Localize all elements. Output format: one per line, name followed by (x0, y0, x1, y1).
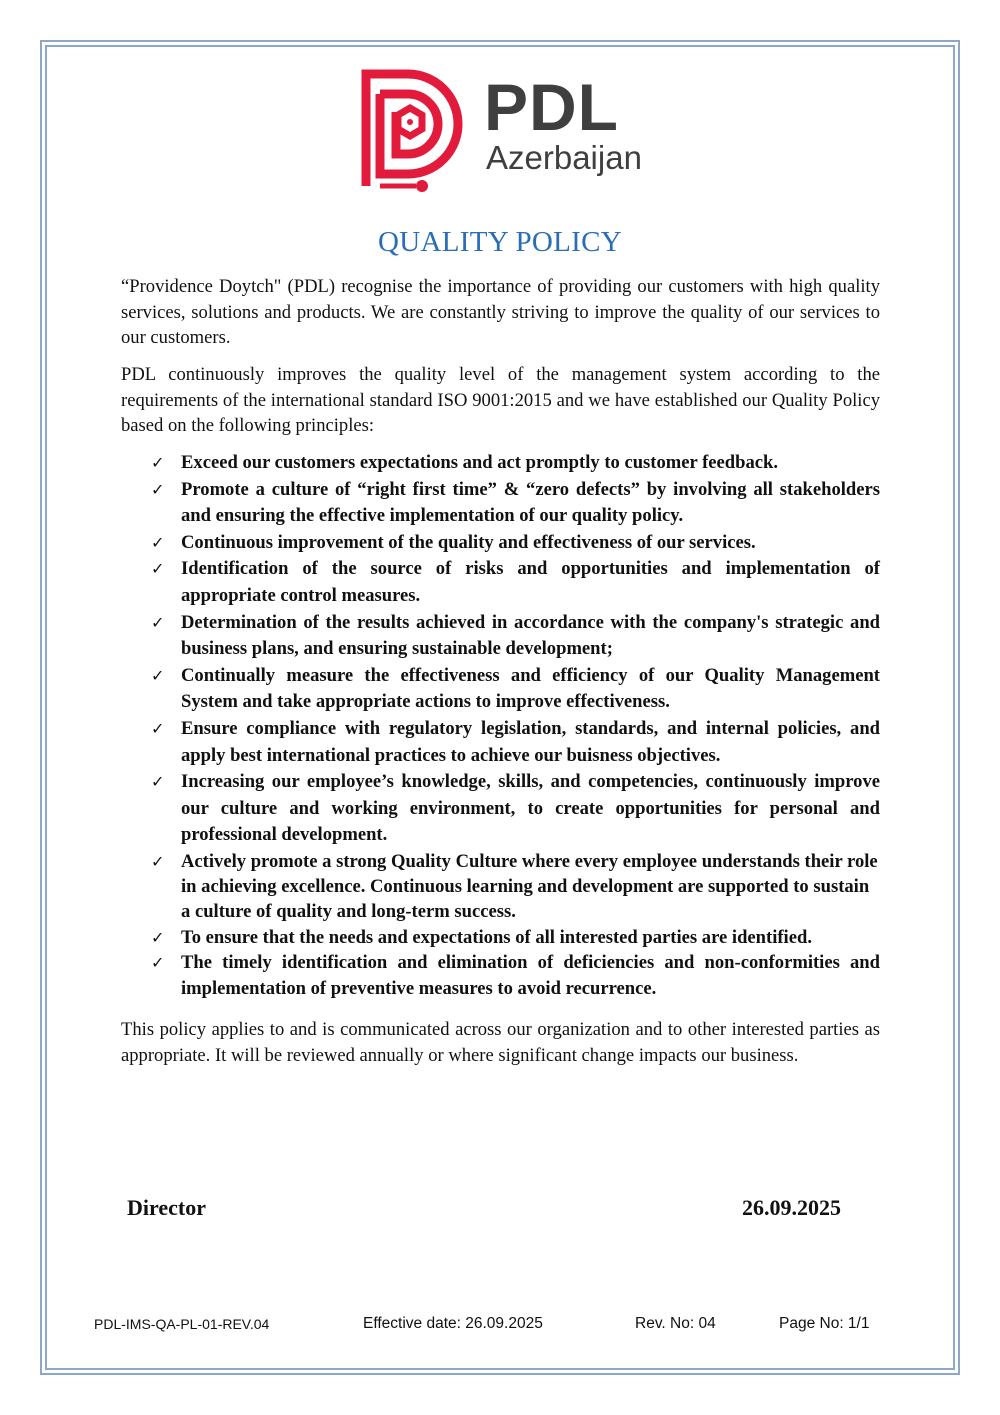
checkmark-icon: ✓ (151, 559, 165, 579)
company-logo (358, 68, 648, 193)
pdl-logo-mark-icon (358, 68, 468, 193)
list-item-text: Actively promote a strong Quality Culture where every employee understands their role in achieving excellence. Continuous learning and development are supported to sustain a culture of quality and long-term success. (181, 850, 878, 923)
basis-paragraph: PDL continuously improves the quality level of the management system according to the requirements of the international standard ISO 9001:2015 and we have established our Quality Policy based on the following principles: (121, 364, 880, 436)
footer-effective-date: Effective date: 26.09.2025 (363, 1315, 543, 1332)
list-item-text: Ensure compliance with regulatory legislation, standards, and internal policies, and apply best international practices to achieve our buisness objectives. (181, 717, 880, 766)
checkmark-icon: ✓ (151, 665, 165, 685)
list-item-text: Continuous improvement of the quality and effectiveness of our services. (181, 531, 756, 553)
list-item (121, 610, 880, 663)
list-item-text: Exceed our customers expectations and act promptly to customer feedback. (181, 452, 778, 473)
footer-revision: Rev. No: 04 (635, 1315, 716, 1332)
intro-paragraph: “Providence Doytch" (PDL) recognise the importance of providing our customers with high quality services, solutions and products. We are constantly striving to improve the quality of our services to our customers. (121, 276, 880, 348)
list-item-text: Increasing our employee’s knowledge, skills, and competencies, continuously improve our culture and working environment, to create opportunities for personal and professional development. (181, 771, 880, 846)
checkmark-icon: ✓ (151, 479, 165, 499)
list-item (121, 849, 880, 925)
page-title: QUALITY POLICY (378, 226, 622, 258)
list-item-text: The timely identification and elimination of deficiencies and non-conformities and implementation of preventive measures to avoid recurrence. (181, 951, 880, 1000)
scope-paragraph: This policy applies to and is communicated across our organization and to other interested parties as appropriate. It will be reviewed annually or where significant change impacts our business. (121, 1019, 880, 1066)
principles-list (121, 450, 880, 1003)
checkmark-icon: ✓ (151, 772, 165, 792)
list-item (121, 477, 880, 530)
list-item-text: To ensure that the needs and expectations of all interested parties are identified. (181, 926, 812, 948)
footer-doc-code: PDL-IMS-QA-PL-01-REV.04 (94, 1316, 270, 1332)
list-item-text: Continually measure the effectiveness and efficiency of our Quality Management System and take appropriate actions to improve effectiveness. (181, 664, 880, 713)
checkmark-icon: ✓ (151, 927, 165, 947)
list-item-text: Promote a culture of “right first time” & “zero defects” by involving all stakeholders and ensuring the effective implementation of our quality policy. (181, 478, 880, 527)
checkmark-icon: ✓ (151, 952, 165, 972)
list-item (121, 950, 880, 1003)
signature-date: 26.09.2025 (742, 1195, 841, 1220)
logo-country: Azerbaijan (486, 139, 642, 176)
list-item-text: Identification of the source of risks and opportunities and implementation of appropriate control measures. (181, 558, 880, 606)
signatory-role: Director (127, 1195, 206, 1220)
footer-page-number: Page No: 1/1 (779, 1315, 870, 1332)
list-item (121, 925, 880, 950)
checkmark-icon: ✓ (151, 453, 165, 472)
list-item (121, 769, 880, 849)
checkmark-icon: ✓ (151, 851, 165, 871)
list-item (121, 663, 880, 716)
list-item-text: Determination of the results achieved in accordance with the company's strategic and business plans, and ensuring sustainable development; (181, 611, 880, 660)
logo-wordmark: PDL (484, 70, 619, 144)
list-item (121, 556, 880, 609)
checkmark-icon: ✓ (151, 718, 165, 738)
list-item (121, 530, 880, 557)
list-item (121, 450, 880, 477)
checkmark-icon: ✓ (151, 612, 165, 632)
checkmark-icon: ✓ (151, 532, 165, 552)
list-item (121, 716, 880, 769)
